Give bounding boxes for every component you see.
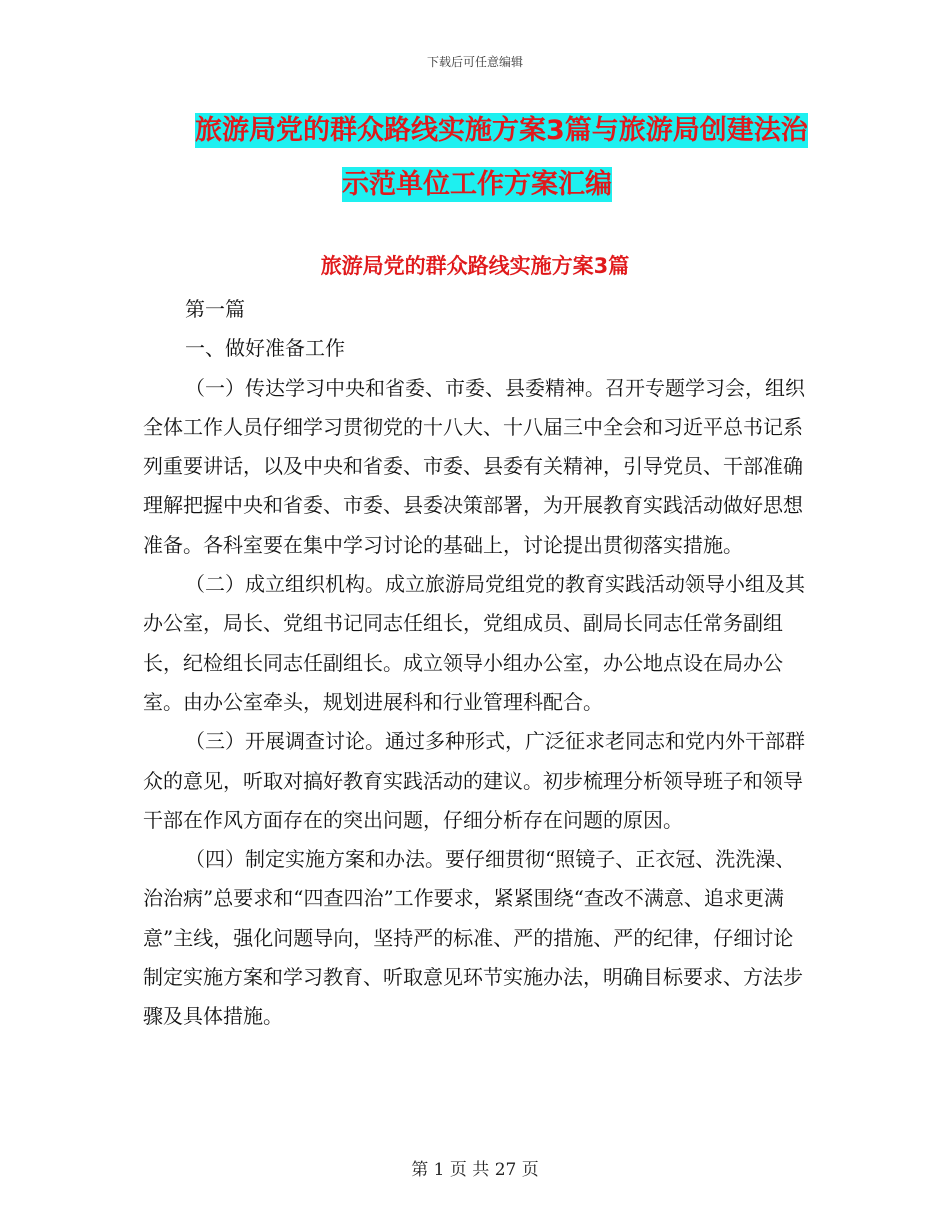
paragraph-4: （四）制定实施方案和办法。要仔细贯彻“照镜子、正衣冠、洗洗澡、治治病”总要求和“四查四治”工作要求，紧紧围绕“查改不满意、追求更满意”主线，强化问题导向，坚持严的标准、严的措施、严的纪律，仔细讨论制定实施方案和学习教育、听取意见环节实施办法，明确目标要求、方法步骤及具体措施。: [143, 847, 803, 1029]
page-number: 第 1 页 共 27 页: [411, 1160, 539, 1180]
paragraph-2: （二）成立组织机构。成立旅游局党组党的教育实践活动领导小组及其办公室，局长、党组书记同志任组长，党组成员、副局长同志任常务副组长，纪检组长同志任副组长。成立领导小组办公室，办公地点设在局办公室。由办公室牵头，规划进展科和行业管理科配合。: [143, 572, 805, 714]
title-line-1: 旅游局党的群众路线实施方案3篇与旅游局创建法治: [195, 115, 808, 146]
heading-1: 一、做好准备工作: [185, 336, 345, 361]
paragraph-1: （一）传达学习中央和省委、市委、县委精神。召开专题学习会，组织全体工作人员仔细学习贯彻党的十八大、十八届三中全会和习近平总书记系列重要讲话，以及中央和省委、市委、县委有关精神，引导党员、干部准确理解把握中央和省委、市委、县委决策部署，为开展教育实践活动做好思想准备。各科室要在集中学习讨论的基础上，讨论提出贯彻落实措施。: [143, 375, 805, 557]
paragraph-3: （三）开展调查讨论。通过多种形式，广泛征求老同志和党内外干部群众的意见，听取对搞好教育实践活动的建议。初步梳理分析领导班子和领导干部在作风方面存在的突出问题，仔细分析存在问题的原因。: [143, 729, 805, 832]
document-body: [143, 290, 808, 1037]
section-title: 旅游局党的群众路线实施方案3篇: [320, 254, 630, 278]
document-title: [190, 104, 810, 212]
header-note: 下载后可任意编辑: [426, 55, 523, 69]
title-line-2: 示范单位工作方案汇编: [342, 169, 612, 200]
part-label: 第一篇: [185, 297, 245, 321]
